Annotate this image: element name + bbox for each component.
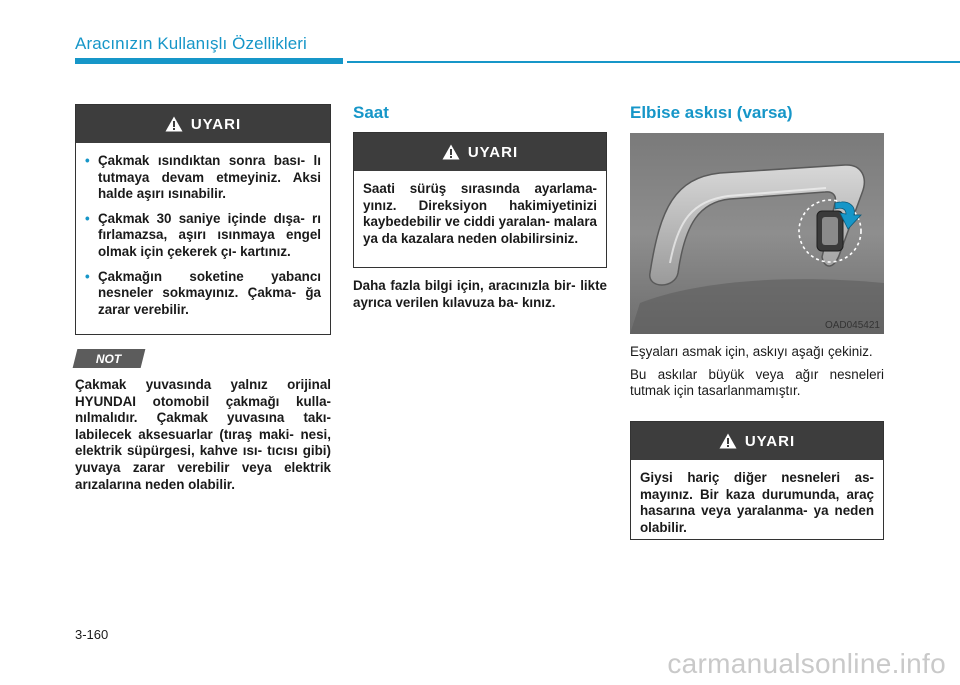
warning-text: Saati sürüş sırasında ayarlama- yınız. Direksiyon hakimiyetinizi kaybedebilir ve ciddi yaralan- malara ya da kazalara neden olabilirsiniz.: [363, 181, 597, 246]
warning-triangle-icon: [165, 116, 183, 132]
warning-header: [76, 105, 330, 143]
warning-header: [354, 133, 606, 171]
coat-hook-warning-box: [630, 421, 884, 540]
warning-title: UYARI: [467, 143, 519, 161]
warning-list-item: • Çakmak 30 saniye içinde dışa- rı fırlamazsa, aşırı ısınmaya engel olmak için çekerek çı- kartınız.: [85, 210, 321, 259]
note-badge: NOT: [73, 349, 146, 368]
watermark: carmanualsonline.info: [667, 648, 946, 679]
coat-hook-heading: Elbise askısı (varsa): [630, 103, 793, 122]
coat-hook-text: [630, 344, 884, 406]
warning-title: UYARI: [190, 115, 242, 133]
warning-triangle-icon: [719, 433, 737, 449]
coat-hook-photo: [630, 133, 884, 334]
coat-hook-illustration: [630, 133, 884, 334]
header-rule-thick: [75, 58, 343, 64]
warning-title: UYARI: [744, 432, 796, 450]
page-number: 3-160: [75, 627, 109, 642]
section-title: Aracınızın Kullanışlı Özellikleri: [75, 34, 307, 53]
warning-list-item: • Çakmağın soketine yabancı nesneler sokmayınız. Çakma- ğa zarar verebilir.: [85, 268, 321, 317]
warning-text: Giysi hariç diğer nesneleri as- mayınız. Bir kaza durumunda, araç hasarına veya yaralanma- ya neden olabilir.: [640, 470, 874, 535]
warning-list-item: • Çakmak ısındıktan sonra bası- lı tutmaya devam etmeyiniz. Aksi halde aşırı ısınabilir.: [85, 153, 321, 202]
figure-code: OAD045421: [824, 320, 880, 331]
clock-warning-box: [353, 132, 607, 268]
warning-header: [631, 422, 883, 460]
warning-triangle-icon: [442, 144, 460, 160]
clock-text: Daha fazla bilgi için, aracınızla bir- likte ayrıca verilen kılavuza ba- kınız.: [353, 278, 607, 310]
lighter-warning-box: [75, 104, 331, 335]
paragraph: Bu askılar büyük veya ağır nesneleri tutmak için tasarlanmamıştır.: [630, 366, 884, 399]
note-text: Çakmak yuvasında yalnız orijinal HYUNDAI otomobil çakmağı kulla- nılmalıdır. Çakmak yuvasına takı- labilecek aksesuarlar (tıraş maki- nesi, elektrik süpürgesi, kahve ısı- tıcısı gibi) yuvaya zarar verebilir veya elektrik arızalarına neden olabilir.: [75, 377, 331, 492]
clock-heading: Saat: [353, 103, 389, 122]
paragraph: Eşyaları asmak için, askıyı aşağı çekiniz.: [630, 344, 873, 359]
header-rule-thin: [347, 61, 960, 63]
